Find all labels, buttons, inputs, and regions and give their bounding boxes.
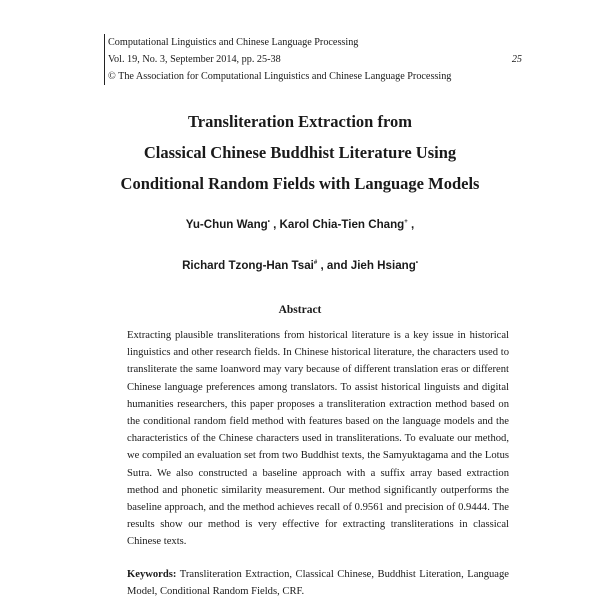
volume-row	[108, 51, 522, 68]
volume-info: Vol. 19, No. 3, September 2014, pp. 25-38	[108, 54, 281, 65]
author-separator: ,	[407, 218, 415, 231]
author-separator: ,	[269, 218, 280, 231]
keywords-paragraph	[127, 566, 509, 600]
author-separator: , and	[317, 259, 351, 272]
authors-line-1	[0, 218, 600, 231]
authors-line-2	[0, 259, 600, 272]
journal-name: Computational Linguistics and Chinese Language Processing	[108, 37, 359, 48]
copyright-line: © The Association for Computational Linguistics and Chinese Language Processing	[108, 71, 452, 82]
title-line-2: Classical Chinese Buddhist Literature Using	[143, 143, 457, 162]
affiliation-mark: •	[267, 219, 270, 225]
author-name: Richard Tzong-Han Tsai	[182, 259, 314, 272]
keywords-label: Keywords:	[127, 569, 177, 580]
affiliation-mark: +	[404, 219, 408, 225]
abstract-body: Extracting plausible transliterations from historical literature is a key issue in historical linguistics and other research fields. In Chinese historical literature, the characters used to transliterate the same loanword may vary because of different translation eras or different Chinese language preferences among translators. To assist historical linguists and digital humanities researchers, this paper proposes a transliteration extraction method based on the conditional random field method with features based on the language models and the characteristics of the Chinese characters used in transliterations. To evaluate our method, we compiled an evaluation set from two Buddhist texts, the Samyuktagama and the Lotus Sutra. We also constructed a baseline approach with a suffix array based extraction method and phonetic similarity measurement. Our method significantly outperforms the baseline approach, and the method achieves recall of 0.9561 and precision of 0.9444. The results show our method is very effective for extracting transliterations in classical Chinese texts.	[127, 330, 509, 548]
keywords-text: Transliteration Extraction, Classical Chinese, Buddhist Literation, Language Model, Conditional Random Fields, CRF.	[127, 569, 509, 598]
title-line-3: Conditional Random Fields with Language Models	[120, 174, 480, 193]
page-number: 25	[511, 54, 522, 65]
paper-title	[0, 106, 600, 199]
author-name: Yu-Chun Wang	[185, 218, 268, 231]
affiliation-mark: •	[415, 260, 418, 266]
affiliation-mark: #	[313, 260, 318, 266]
title-line-1: Transliteration Extraction from	[188, 112, 412, 131]
journal-header	[104, 34, 522, 85]
abstract-heading: Abstract	[278, 304, 322, 316]
author-name: Jieh Hsiang	[350, 259, 416, 272]
author-name: Karol Chia-Tien Chang	[279, 218, 405, 231]
